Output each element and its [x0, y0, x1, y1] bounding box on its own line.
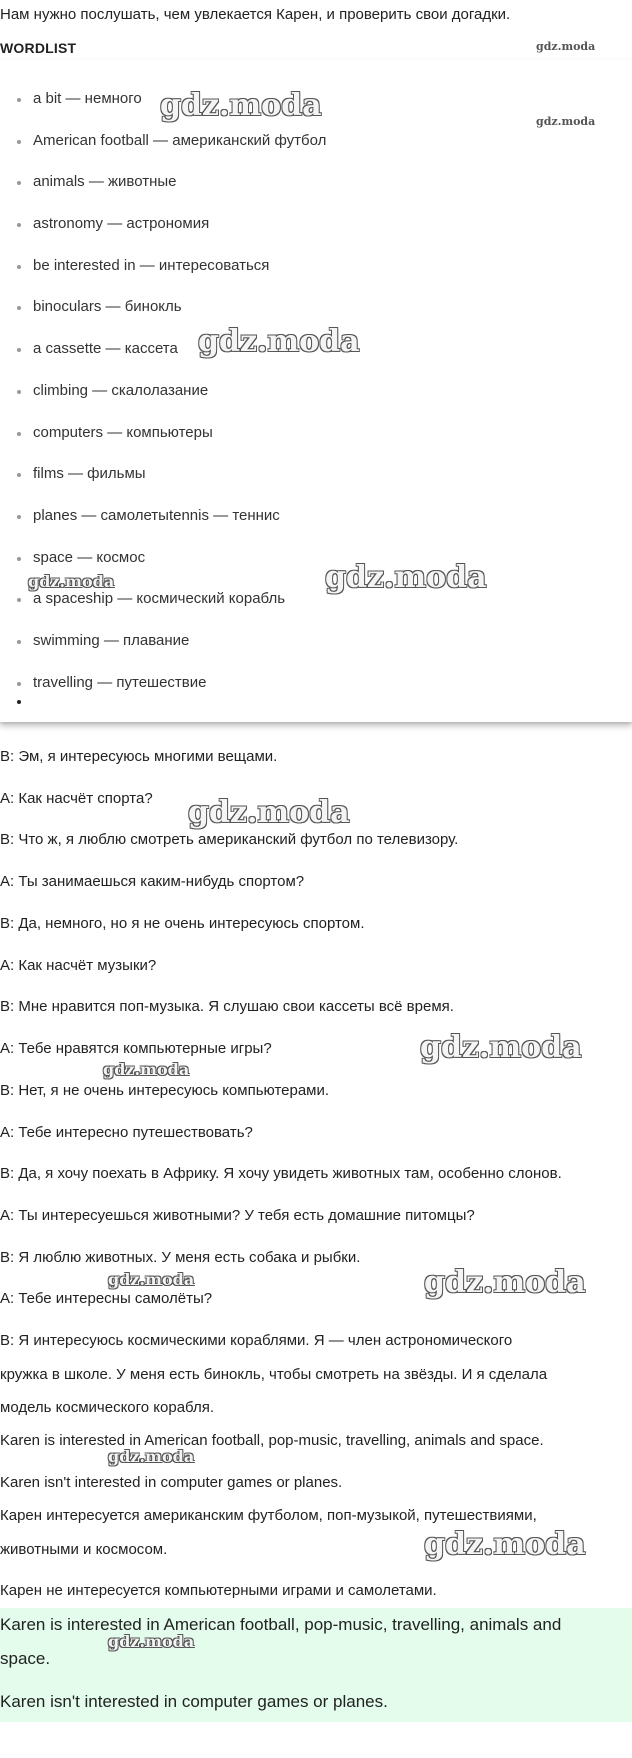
watermark: gdz.moda	[424, 1265, 586, 1300]
wordlist-item: planes — самолетыtennis — теннис	[33, 507, 280, 524]
wordlist-item: swimming — плавание	[33, 632, 190, 649]
wordlist-item: travelling — путешествие	[33, 674, 207, 691]
watermark: gdz.moda	[420, 1030, 582, 1065]
highlight-line: Karen is interested in American football, pop-music, travelling, animals and	[0, 1615, 562, 1634]
watermark: gdz.moda	[325, 560, 487, 595]
watermark: gdz.moda	[28, 572, 115, 591]
dialogue-line: A: Как насчёт музыки?	[0, 957, 157, 974]
dialogue-line: B: Да, немного, но я не очень интересуюсь спортом.	[0, 915, 365, 932]
watermark: gdz.moda	[424, 1527, 586, 1562]
watermark: gdz.moda	[103, 1060, 190, 1079]
intro-text: Нам нужно послушать, чем увлекается Карен, и проверить свои догадки.	[0, 6, 511, 23]
dialogue-line: B: Эм, я интересуюсь многими вещами.	[0, 748, 278, 765]
dialogue-line: A: Ты занимаешься каким-нибудь спортом?	[0, 873, 305, 890]
dialogue-line: B: Я интересуюсь космическими кораблями. Я — член астрономического	[0, 1332, 513, 1349]
watermark: gdz.moda	[108, 1632, 195, 1651]
wordlist-item: astronomy — астрономия	[33, 215, 210, 232]
dialogue-line: A: Ты интересуешься животными? У тебя есть домашние питомцы?	[0, 1207, 475, 1224]
dialogue-line: кружка в школе. У меня есть бинокль, чтобы смотреть на звёзды. И я сделала	[0, 1366, 548, 1383]
answer-highlight	[0, 1608, 632, 1722]
watermark: gdz.moda	[536, 40, 596, 53]
highlight-line: space.	[0, 1649, 51, 1668]
watermark: gdz.moda	[536, 115, 596, 128]
wordlist-card	[0, 60, 632, 722]
list-end-dot	[17, 700, 21, 704]
dialogue-line: A: Тебе нравятся компьютерные игры?	[0, 1040, 272, 1057]
wordlist-item: space — космос	[33, 549, 146, 566]
answer-line: Karen is interested in American football, pop-music, travelling, animals and space.	[0, 1432, 544, 1449]
dialogue-line: A: Как насчёт спорта?	[0, 790, 153, 807]
wordlist-item: binoculars — бинокль	[33, 298, 182, 315]
wordlist-item: American football — американский футбол	[33, 132, 327, 149]
answer-line: Karen isn't interested in computer games or planes.	[0, 1474, 343, 1491]
dialogue-line: B: Что ж, я люблю смотреть американский футбол по телевизору.	[0, 831, 459, 848]
answer-line: Карен интересуется американским футболом, поп-музыкой, путешествиями,	[0, 1507, 537, 1524]
wordlist-item: a cassette — кассета	[33, 340, 178, 357]
watermark: gdz.moda	[108, 1270, 195, 1289]
dialogue-line: A: Тебе интересно путешествовать?	[0, 1124, 253, 1141]
dialogue-line: B: Да, я хочу поехать в Африку. Я хочу увидеть животных там, особенно слонов.	[0, 1165, 562, 1182]
dialogue-line: модель космического корабля.	[0, 1399, 215, 1416]
dialogue-line: B: Мне нравится поп-музыка. Я слушаю свои кассеты всё время.	[0, 998, 454, 1015]
watermark: gdz.moda	[108, 1447, 195, 1466]
wordlist-item: computers — компьютеры	[33, 424, 213, 441]
wordlist-item: climbing — скалолазание	[33, 382, 209, 399]
dialogue-line: B: Нет, я не очень интересуюсь компьютерами.	[0, 1082, 330, 1099]
wordlist-title: WORDLIST	[0, 40, 77, 56]
wordlist-item: a bit — немного	[33, 90, 142, 107]
wordlist-item: a spaceship — космический корабль	[33, 590, 286, 607]
answer-line: животными и космосом.	[0, 1541, 168, 1558]
wordlist-item: films — фильмы	[33, 465, 146, 482]
dialogue-line: A: Тебе интересны самолёты?	[0, 1290, 213, 1307]
watermark: gdz.moda	[188, 795, 350, 830]
highlight-line: Karen isn't interested in computer games or planes.	[0, 1692, 388, 1711]
answer-line: Карен не интересуется компьютерными играми и самолетами.	[0, 1582, 437, 1599]
dialogue-line: B: Я люблю животных. У меня есть собака и рыбки.	[0, 1249, 361, 1266]
wordlist-item: animals — животные	[33, 173, 177, 190]
watermark: gdz.moda	[198, 324, 360, 359]
wordlist-item: be interested in — интересоваться	[33, 257, 270, 274]
watermark: gdz.moda	[160, 88, 322, 123]
